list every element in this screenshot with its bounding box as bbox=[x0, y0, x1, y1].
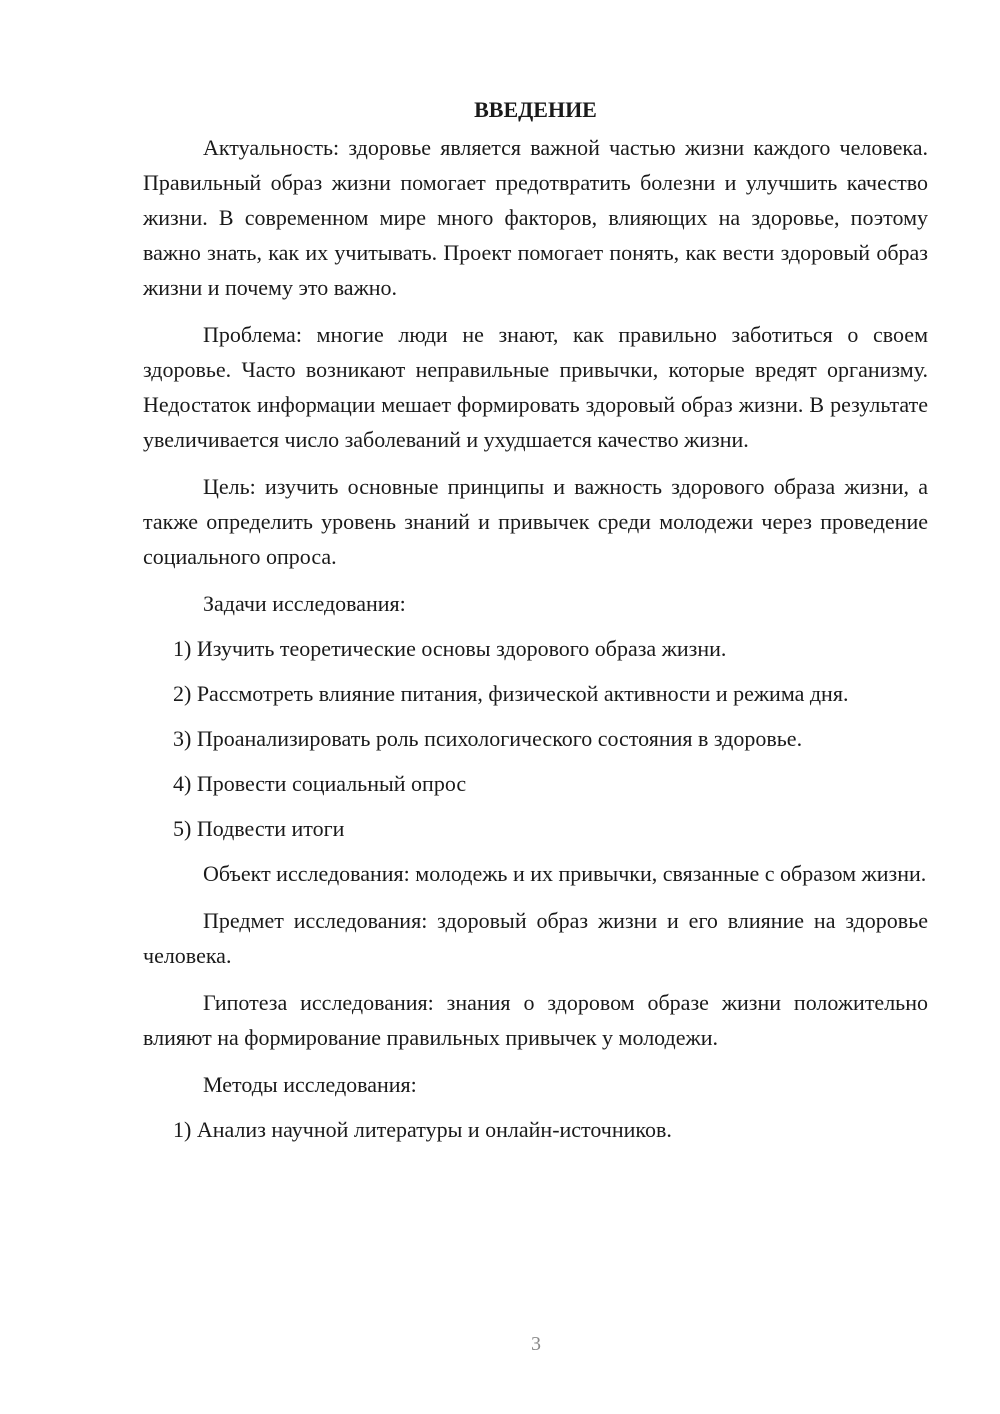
page-number: 3 bbox=[531, 1333, 541, 1355]
page-title: ВВЕДЕНИЕ bbox=[474, 97, 597, 122]
task-item-1: 1) Изучить теоретические основы здорового образа жизни. bbox=[173, 636, 727, 661]
task-item-5: 5) Подвести итоги bbox=[173, 816, 345, 841]
hypothesis-paragraph: Гипотеза исследования: знания о здоровом образе жизни положительно влияют на формирование правильных привычек у молодежи. bbox=[143, 990, 928, 1050]
methods-heading: Методы исследования: bbox=[203, 1072, 417, 1097]
relevance-paragraph: Актуальность: здоровье является важной частью жизни каждого человека. Правильный образ жизни помогает предотвратить болезни и улучшить качество жизни. В современном мире много факторов, влияющих на здоровье, поэтому важно знать, как их учитывать. Проект помогает понять, как вести здоровый образ жизни и почему это важно. bbox=[143, 135, 928, 300]
method-item-1: 1) Анализ научной литературы и онлайн-источников. bbox=[173, 1117, 672, 1142]
tasks-heading: Задачи исследования: bbox=[203, 591, 406, 616]
subject-paragraph: Предмет исследования: здоровый образ жизни и его влияние на здоровье человека. bbox=[143, 908, 928, 968]
document-page bbox=[143, 95, 928, 1157]
task-item-4: 4) Провести социальный опрос bbox=[173, 771, 467, 796]
task-item-2: 2) Рассмотреть влияние питания, физической активности и режима дня. bbox=[173, 681, 849, 706]
goal-paragraph: Цель: изучить основные принципы и важность здорового образа жизни, а также определить уровень знаний и привычек среди молодежи через проведение социального опроса. bbox=[143, 474, 928, 569]
problem-paragraph: Проблема: многие люди не знают, как правильно заботиться о своем здоровье. Часто возникают неправильные привычки, которые вредят организму. Недостаток информации мешает формировать здоровый образ жизни. В результате увеличивается число заболеваний и ухудшается качество жизни. bbox=[143, 322, 928, 452]
object-paragraph: Объект исследования: молодежь и их привычки, связанные с образом жизни. bbox=[203, 861, 927, 886]
task-item-3: 3) Проанализировать роль психологического состояния в здоровье. bbox=[173, 726, 803, 751]
